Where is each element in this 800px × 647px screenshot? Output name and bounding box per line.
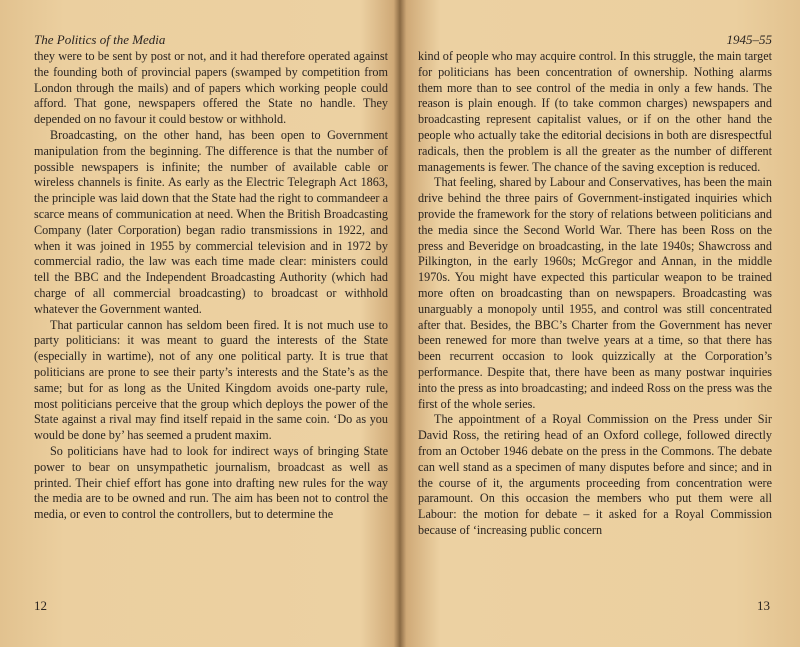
left-page-text [34,49,388,523]
paragraph: Broadcasting, on the other hand, has been open to Government manipulation from the beginning. The difference is that the number of possible newspapers is infinite; the number of available cable or wireless channels is finite. As early as the Electric Telegraph Act 1863, the principle was laid down that the State had the right to commandeer a scarce means of communication at need. When the British Broadcasting Company (later Corporation) began radio transmissions in 1922, and when it was joined in 1955 by commercial television and in 1972 by commercial radio, the law was each time made clear: ministers could tell the BBC and the Independent Broadcasting Authority (which had charge of all commercial broadcasting) to broadcast or withhold whatever the Government wanted. [34,127,388,316]
paragraph: That feeling, shared by Labour and Conservatives, has been the main drive behind the three pairs of Government-instigated inquiries which provide the framework for the story of relations between politicians and the media since the Second World War. There has been Ross on the press and Beveridge on broadcasting, in the late 1940s; Shawcross and Pilkington, in the early 1960s; McGregor and Annan, in the middle 1970s. You might have expected this particular weapon to be trained more often on broadcasting than on newspapers. Broadcasting was unarguably a monopoly until 1955, and control was still concentrated after that. Besides, the BBC’s Charter from the Government has never been renewed for more than twelve years at a time, so that there has been recurrent occasion to look quizzically at the Corporation’s performance. Despite that, there have been as many postwar inquiries into the press as into broadcasting; and indeed Ross on the press was the first of the whole series. [418,175,772,411]
right-page [400,0,800,647]
paragraph: they were to be sent by post or not, and it had therefore operated against the founding both of provincial papers (swamped by competition from London through the mails) and of papers which working people could afford. That gone, newspapers offered the State no handle. They depended on no favour it could bestow or withhold. [34,49,388,127]
running-head-left: The Politics of the Media [34,32,166,47]
right-page-text [418,49,772,539]
paragraph: The appointment of a Royal Commission on the Press under Sir David Ross, the retiring head of an Oxford college, followed directly from an October 1946 debate on the press in the Commons. The debate can well stand as a specimen of many disputes before and since; and in the course of it, the arguments proceeding from concentration were paramount. On this occasion the members who put them were all Labour: the motion for debate – it asked for a Royal Commission because of ‘increasing public concern [418,412,772,537]
page-number-left: 12 [34,598,47,613]
paragraph: That particular cannon has seldom been fired. It is not much use to party politicians: it was meant to guard the interests of the State (especially in wartime), not of any one political party. It is true that politicians are prone to see their party’s interests and the State’s as the same; but for as long as the United Kingdom avoids one-party rule, most politicians perceive that the group which deploys the power of the State against a rival may find itself repaid in the same coin. ‘Do as you would be done by’ has seemed a prudent maxim. [34,317,388,443]
paragraph: So politicians have had to look for indirect ways of bringing State power to bear on unsympathetic journalism, broadcast as well as printed. Their chief effort has gone into drafting new rules for the way the media are to be owned and run. The aim has been not to control the media, or even to control the controllers, but to determine the [34,443,388,522]
running-head-right: 1945–55 [726,32,772,47]
paragraph: kind of people who may acquire control. In this struggle, the main target for politicians has been concentration of ownership. Nothing alarms them more than to see control of the media in only a few hands. The reason is plain enough. If (to take common charges) newspapers and broadcasting represent capitalist values, or if on the other hand the people who actually take the editorial decisions in both are disrespectful radicals, then the problem is all the greater as the number of different managements is fewer. The chance of the saving exception is reduced. [418,49,772,174]
page-number-right: 13 [757,598,770,613]
